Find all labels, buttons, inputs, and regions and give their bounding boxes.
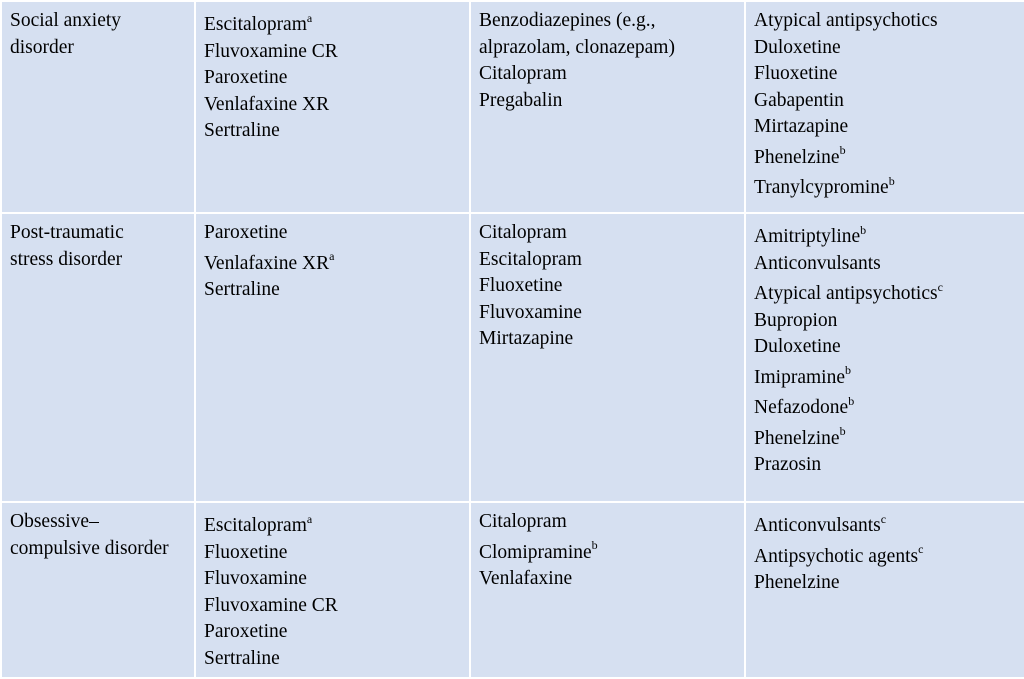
footnote-marker: b (839, 424, 846, 438)
drug-name: Escitalopram (204, 515, 307, 536)
drug-item (204, 118, 461, 145)
drug-item (479, 61, 736, 88)
drug-name: Fluvoxamine (204, 568, 307, 589)
drug-name: Anticonvulsants (754, 252, 881, 274)
drug-name: Nefazodone (754, 397, 849, 418)
drug-item (754, 426, 1016, 453)
drug-item (754, 224, 1016, 251)
drug-name: Amitriptyline (754, 226, 861, 247)
disorder-name-line: Obsessive– (10, 511, 99, 532)
drug-name: Sertraline (204, 120, 280, 141)
drug-item (204, 593, 461, 620)
drug-name: Fluvoxamine CR (204, 40, 338, 62)
footnote-marker: b (848, 393, 855, 408)
drug-item (204, 513, 461, 540)
disorder-name-line: disorder (10, 36, 74, 58)
drug-item (754, 175, 1016, 202)
drug-item (479, 300, 736, 327)
drug-item (479, 566, 736, 593)
drug-name: Mirtazapine (754, 116, 849, 137)
third-line-cell (746, 214, 1024, 501)
footnote-marker: a (306, 10, 313, 25)
drug-name: Citalopram (479, 63, 567, 84)
first-line-cell (196, 2, 469, 212)
drug-item (754, 145, 1016, 172)
drug-name: Venlafaxine XR (204, 252, 330, 274)
drug-item (479, 35, 736, 62)
drug-item (204, 39, 461, 66)
drug-name: Escitalopram (204, 14, 307, 35)
table-row (2, 214, 1024, 501)
drug-item (204, 251, 461, 278)
footnote-marker: c (880, 511, 887, 526)
disorder-name-line: compulsive disorder (10, 537, 169, 559)
drug-item (479, 220, 736, 247)
drug-item (754, 8, 1016, 35)
disorder-name-line: stress disorder (10, 248, 123, 270)
drug-item (754, 88, 1016, 115)
drug-name: Bupropion (754, 309, 838, 331)
drug-item (754, 513, 1016, 540)
second-line-cell (471, 214, 744, 501)
drug-name: Phenelzine (754, 427, 840, 449)
footnote-marker: b (888, 173, 895, 188)
drug-item (479, 247, 736, 274)
drug-item (754, 544, 1016, 571)
drug-item (479, 273, 736, 300)
drug-item (754, 281, 1016, 308)
third-line-cell (746, 2, 1024, 212)
drug-name: Imipramine (754, 366, 845, 388)
drug-item (754, 35, 1016, 62)
footnote-marker: b (860, 222, 867, 237)
drug-item (479, 88, 736, 115)
disorder-cell (2, 214, 194, 501)
drug-item (754, 452, 1016, 479)
drug-name: Antipsychotic agents (754, 545, 919, 567)
drug-name: Paroxetine (204, 222, 288, 243)
drug-item (754, 251, 1016, 278)
drug-name: alprazolam, clonazepam) (479, 36, 675, 58)
drug-name: Venlafaxine XR (204, 93, 330, 115)
second-line-cell (471, 503, 744, 677)
drug-item (754, 395, 1016, 422)
first-line-cell (196, 503, 469, 677)
drug-item (204, 646, 461, 673)
drug-name: Pregabalin (479, 89, 563, 111)
drug-item (754, 570, 1016, 597)
drug-name: Fluoxetine (479, 275, 563, 296)
disorder-name-line: Social anxiety (10, 10, 122, 31)
drug-item (204, 566, 461, 593)
footnote-marker: c (918, 542, 924, 556)
drug-name: Fluvoxamine CR (204, 594, 338, 616)
drug-item (754, 308, 1016, 335)
drug-item (754, 61, 1016, 88)
table-row (2, 2, 1024, 212)
drug-item (204, 220, 461, 247)
drug-item (754, 365, 1016, 392)
drug-name: Atypical antipsychotics (754, 10, 938, 31)
third-line-cell (746, 503, 1024, 677)
table-body (2, 2, 1024, 677)
drug-name: Mirtazapine (479, 328, 574, 349)
drug-name: Escitalopram (479, 248, 582, 270)
drug-name: Benzodiazepines (e.g., (479, 10, 656, 31)
drug-name: Duloxetine (754, 336, 841, 357)
drug-item (479, 8, 736, 35)
footnote-marker: b (844, 363, 851, 377)
drug-item (754, 114, 1016, 141)
drug-item (479, 326, 736, 353)
drug-item (479, 509, 736, 536)
drug-name: Anticonvulsants (754, 515, 881, 536)
drug-name: Fluoxetine (204, 541, 288, 563)
disorder-cell (2, 503, 194, 677)
drug-item (204, 619, 461, 646)
drug-name: Phenelzine (754, 572, 840, 593)
drug-name: Atypical antipsychotics (754, 283, 938, 304)
drug-name: Citalopram (479, 511, 567, 532)
drug-name: Gabapentin (754, 89, 844, 111)
drug-name: Sertraline (204, 647, 280, 669)
drug-name: Prazosin (754, 454, 822, 475)
footnote-marker: b (839, 143, 846, 157)
drug-item (204, 92, 461, 119)
drug-name: Clomipramine (479, 541, 592, 563)
drug-item (204, 65, 461, 92)
drug-name: Citalopram (479, 222, 567, 243)
footnote-marker: c (937, 279, 943, 294)
disorder-cell (2, 2, 194, 212)
disorder-name-line: Post-traumatic (10, 222, 124, 243)
drug-item (204, 277, 461, 304)
drug-name: Sertraline (204, 279, 280, 300)
footnote-marker: b (591, 538, 598, 552)
drug-name: Paroxetine (204, 621, 288, 642)
drug-name: Venlafaxine (479, 568, 573, 589)
drug-item (754, 334, 1016, 361)
drug-name: Fluoxetine (754, 63, 838, 84)
drug-name: Fluvoxamine (479, 301, 582, 323)
drug-item (204, 540, 461, 567)
first-line-cell (196, 214, 469, 501)
drug-name: Tranylcypromine (754, 177, 889, 198)
footnote-marker: a (329, 249, 335, 263)
drug-name: Phenelzine (754, 146, 840, 168)
table-row (2, 503, 1024, 677)
second-line-cell (471, 2, 744, 212)
footnote-marker: a (306, 511, 313, 526)
drug-item (479, 540, 736, 567)
drug-name: Paroxetine (204, 67, 288, 88)
drug-item (204, 12, 461, 39)
drug-name: Duloxetine (754, 36, 841, 58)
